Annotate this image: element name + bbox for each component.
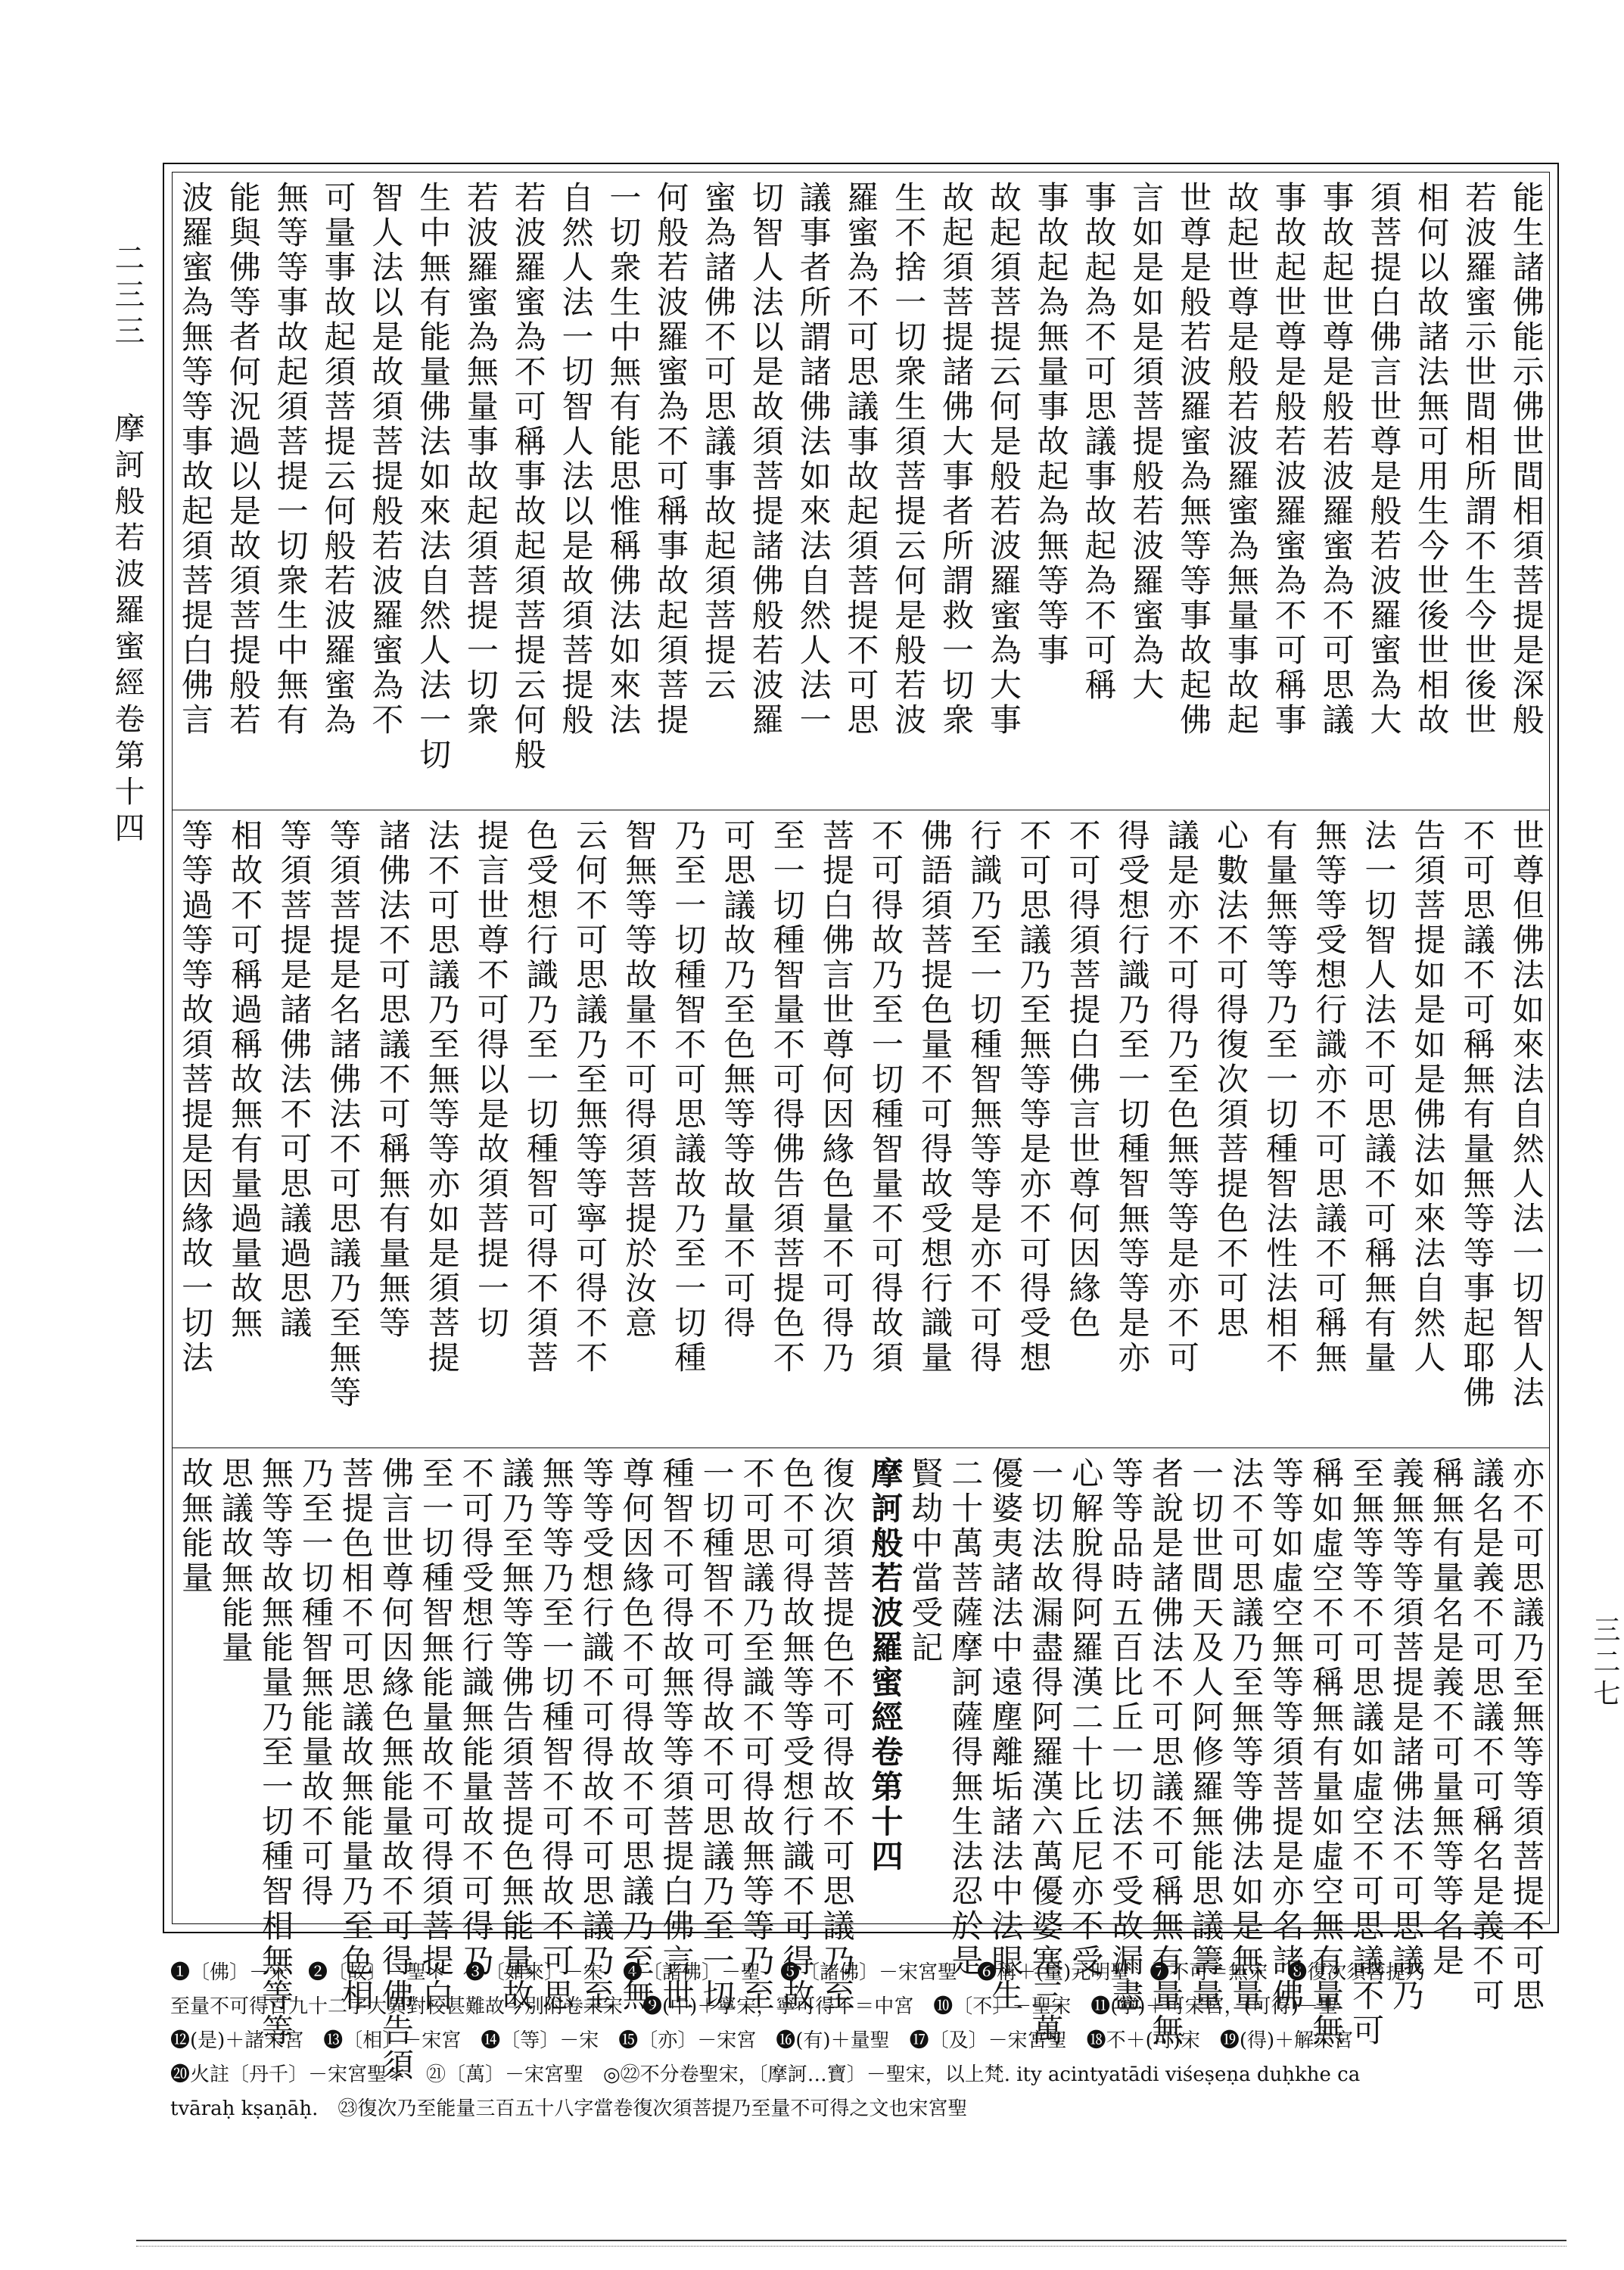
text-column: 故起須菩提云何是般若波羅蜜為大事 — [985, 181, 1022, 738]
text-column: 生中無有能量佛法如來法自然人法一切 — [415, 181, 453, 773]
text-column: 可量事故起須菩提云何般若波羅蜜為 — [319, 181, 357, 738]
text-column: 事故起為無量事故起為無等等事 — [1032, 181, 1070, 668]
text-column: 一切法故漏盡得阿羅漢六萬優婆塞三萬 — [1027, 1457, 1065, 2048]
text-column: 蜜為諸佛不可思議事故起須菩提云 — [699, 181, 737, 703]
upper-register — [172, 172, 1550, 810]
text-column: 事故起為不可思議事故起為不可稱 — [1080, 181, 1118, 703]
text-column: 議是亦不可得乃至色無等等是亦不可 — [1162, 819, 1200, 1376]
text-column: 稱如虛空不可稱無有量如虛空無有量無 — [1308, 1457, 1346, 2048]
text-column: 世尊但佛法如來法自然人法一切智人法 — [1507, 819, 1545, 1410]
text-column: 賢劫中當受記 — [907, 1457, 944, 1665]
text-column: 議乃至無等等佛告須菩提色無能量故 — [497, 1457, 535, 2013]
text-column: 不可思議乃至無等等是亦不可得受想 — [1015, 819, 1053, 1376]
text-column: 菩提白佛言世尊何因緣色量不可得乃 — [817, 819, 855, 1376]
running-head-page-number: 二三三 — [110, 242, 145, 351]
text-column: 者說是諸佛法不可思議不可稱無有量無 — [1147, 1457, 1185, 2048]
text-column: 佛語須菩提色量不可得故受想行識量 — [916, 819, 954, 1376]
bottom-rule-dotted — [136, 2246, 1566, 2247]
text-column: 等等過等等故須菩提是因緣故一切法 — [177, 819, 214, 1376]
text-column: 法不可思議乃至無等等佛法如是無量 — [1227, 1457, 1265, 2013]
text-column: 波羅蜜為無等等事故起須菩提白佛言 — [177, 181, 214, 738]
running-head — [110, 242, 145, 848]
text-column: 須菩提白佛言世尊是般若波羅蜜為大 — [1365, 181, 1403, 738]
text-column: 不可得須菩提白佛言世尊何因緣色 — [1064, 819, 1102, 1341]
footnote-line: ⓴火註〔丹千〕－宋宮聖＊ ㉑〔萬〕－宋宮聖 ◎㉒不分卷聖宋，〔摩訶…寶〕－聖宋，以上梵. ity acintyatādi viśeṣeṇa duḥkhe ca — [170, 2063, 1361, 2086]
text-column: 等須菩提是諸佛法不可思議過思議 — [275, 819, 313, 1341]
page-number: 三二七 — [1589, 1615, 1620, 1711]
text-column: 切智人法以是故須菩提諸佛般若波羅 — [747, 181, 785, 738]
text-column: 菩提色相不可思議故無能量乃至色相 — [337, 1457, 375, 2013]
text-column: 尊何因緣色不可得故不可思議乃至無 — [618, 1457, 655, 2013]
text-column: 故起世尊是般若波羅蜜為無量事故起 — [1222, 181, 1260, 738]
text-column: 能生諸佛能示佛世間相須菩提是深般 — [1507, 181, 1545, 738]
text-column: 法一切智人法不可思議不可稱無有量 — [1360, 819, 1398, 1376]
text-column: 色不可得故無等等受想行識不可得故 — [778, 1457, 816, 2013]
text-column: 無等等事故起須菩提一切衆生中無有 — [272, 181, 310, 738]
text-column: 議事者所謂諸佛法如來法自然人法一 — [795, 181, 832, 738]
text-column: 議名是義不可思議不可稱名是義不可 — [1467, 1457, 1505, 2013]
text-column: 等須菩提是名諸佛法不可思議乃至無等 — [325, 819, 362, 1410]
fascicle-end-title: 摩訶般若波羅蜜經卷第十四 — [866, 1457, 904, 1874]
text-column: 一切衆生中無有能思惟稱佛法如來法 — [605, 181, 642, 738]
text-column: 若波羅蜜為不可稱事故起須菩提云何般 — [509, 181, 547, 773]
text-column: 智無等等故量不可得須菩提於汝意 — [621, 819, 658, 1341]
text-column: 告須菩提如是如是佛法如來法自然人 — [1409, 819, 1447, 1376]
text-column: 思議故無能量 — [216, 1457, 254, 1665]
text-column: 無等等乃至一切種智不可得故不可思 — [537, 1457, 575, 2013]
text-column: 二十萬菩薩摩訶薩得無生法忍於是 — [947, 1457, 985, 1979]
text-column: 無等等故無能量乃至一切種智相無等等 — [257, 1457, 294, 2048]
text-column: 行識乃至一切種智無等等是亦不可得 — [966, 819, 1003, 1376]
text-column: 復次須菩提色不可得故不可思議乃至 — [818, 1457, 856, 2013]
text-column: 不可思議不可稱無有量無等等事起耶佛 — [1458, 819, 1496, 1410]
text-column: 不可思議乃至識不可得故無等等乃至 — [738, 1457, 776, 2013]
text-column: 至無等等不可思議如虛空不可思議不可 — [1348, 1457, 1386, 2048]
text-column: 相何以故諸法無可用生今世後世相故 — [1413, 181, 1451, 738]
text-column: 事故起世尊是般若波羅蜜為不可稱事 — [1270, 181, 1308, 738]
text-column: 至一切種智量不可得佛告須菩提色不 — [768, 819, 806, 1376]
footnote-line: ❶〔佛〕－宋 ❷〔故〕－聖＊ ❸〔如來〕－宋 ❹〔諸佛〕－聖 ❺〔諸佛〕－宋宮聖 ❻稱＋(量)元明聖 ❼不可＝無宋 ❽復次須菩提乃 — [170, 1961, 1426, 1984]
text-column: 心數法不可得復次須菩提色不可思 — [1212, 819, 1249, 1341]
text-column: 亦不可思議乃至無等等須菩提不可思 — [1507, 1457, 1545, 2013]
text-column: 法不可思議乃至無等等亦如是須菩提 — [423, 819, 461, 1376]
text-column: 不可得故乃至一切種智量不可得故須 — [866, 819, 904, 1376]
text-column: 稱無有量名是義不可量無等等名是 — [1428, 1457, 1465, 1979]
text-column: 自然人法一切智人法以是故須菩提般 — [557, 181, 595, 738]
text-column: 至一切種智無能量故不可得須菩提白 — [417, 1457, 455, 2013]
text-column: 一切種智不可得故不可思議乃至一切 — [698, 1457, 736, 2013]
text-column: 乃至一切種智無能量故不可得 — [297, 1457, 334, 1909]
text-column: 相故不可稱過稱故無有量過量故無 — [226, 819, 264, 1341]
text-column: 等等品時五百比丘一切法不受故漏盡 — [1107, 1457, 1145, 2013]
text-column: 心解脫得阿羅漢二十比丘尼亦不受 — [1067, 1457, 1105, 1979]
text-column: 佛言世尊何因緣色無能量故不可得佛告須 — [377, 1457, 415, 2083]
text-column: 諸佛法不可思議不可稱無有量無等 — [374, 819, 412, 1341]
text-column: 智人法以是故須菩提般若波羅蜜為不 — [367, 181, 405, 738]
text-column: 世尊是般若波羅蜜為無等等事故起佛 — [1175, 181, 1213, 738]
text-column: 一切世間天及人阿修羅無能思議籌量 — [1187, 1457, 1225, 2013]
running-head-title: 摩訶般若波羅蜜經卷第十四 — [110, 412, 145, 848]
text-column: 乃至一切種智不可思議故乃至一切種 — [670, 819, 708, 1376]
text-column: 羅蜜為不可思議事故起須菩提不可思 — [842, 181, 880, 738]
text-column: 有量無等等乃至一切種智法性法相不 — [1262, 819, 1299, 1376]
text-column: 故無能量 — [177, 1457, 214, 1596]
footnote-line: tvāraḥ kṣaṇāḥ. ㉓復次乃至能量三百五十八字當卷復次須菩提乃至量不可得之文也宋宮聖 — [170, 2097, 968, 2120]
text-column: 種智不可得故無等等須菩提白佛言世 — [658, 1457, 695, 2013]
text-column: 等等受想行識不可得故不可思議乃至 — [577, 1457, 615, 2013]
text-column: 言如是如是須菩提般若波羅蜜為大 — [1128, 181, 1165, 703]
text-column: 等等如虛空無等等須菩提是亦名諸佛 — [1268, 1457, 1305, 2013]
text-column: 不可得受想行識無能量故不可得乃 — [457, 1457, 495, 1979]
text-column: 可思議故乃至色無等等故量不可得 — [719, 819, 757, 1341]
footnote-line: 至量不可得百九十二字大異對校甚難故今別附卷末宋 ❾(中)＋寧宋，寧可得不＝中宮 ❿〔不〕－聖宋 ⓫(寧)＋可宋宮，(可得)－聖 — [170, 1995, 1338, 2018]
text-column: 義無等等須菩提是諸佛法不可思議乃 — [1388, 1457, 1426, 2013]
footnotes — [170, 1956, 1566, 2126]
text-column: 故起須菩提諸佛大事者所謂救一切衆 — [938, 181, 975, 738]
text-column: 何般若波羅蜜為不可稱事故起須菩提 — [652, 181, 690, 738]
footnote-line: ⓬(是)＋諸宋宮 ⓭〔相〕－宋宮 ⓮〔等〕－宋 ⓯〔亦〕－宋宮 ⓰(有)＋量聖 ⓱〔及〕－宋宮聖 ⓲不＋(可)宋 ⓳(得)＋解宋宮 — [170, 2029, 1354, 2052]
text-column: 優婆夷諸法中遠塵離垢諸法中法眼生 — [987, 1457, 1025, 2013]
text-column: 無等等受想行識亦不可思議不可稱無 — [1311, 819, 1349, 1376]
text-column: 若波羅蜜為無量事故起須菩提一切衆 — [462, 181, 499, 738]
text-column: 提言世尊不可得以是故須菩提一切 — [472, 819, 510, 1341]
text-column: 色受想行識乃至一切種智可得不須菩 — [521, 819, 559, 1376]
text-column: 若波羅蜜示世間相所謂不生今世後世 — [1460, 181, 1498, 738]
text-column: 云何不可思議乃至無等等寧可得不不 — [571, 819, 609, 1376]
middle-register — [172, 810, 1550, 1448]
text-column: 生不捨一切衆生須菩提云何是般若波 — [890, 181, 928, 738]
text-column: 得受想行識乃至一切種智無等等是亦 — [1113, 819, 1151, 1376]
bottom-rule — [136, 2240, 1566, 2241]
text-column: 事故起世尊是般若波羅蜜為不可思議 — [1318, 181, 1355, 738]
text-column: 能與佛等者何況過以是故須菩提般若 — [224, 181, 262, 738]
